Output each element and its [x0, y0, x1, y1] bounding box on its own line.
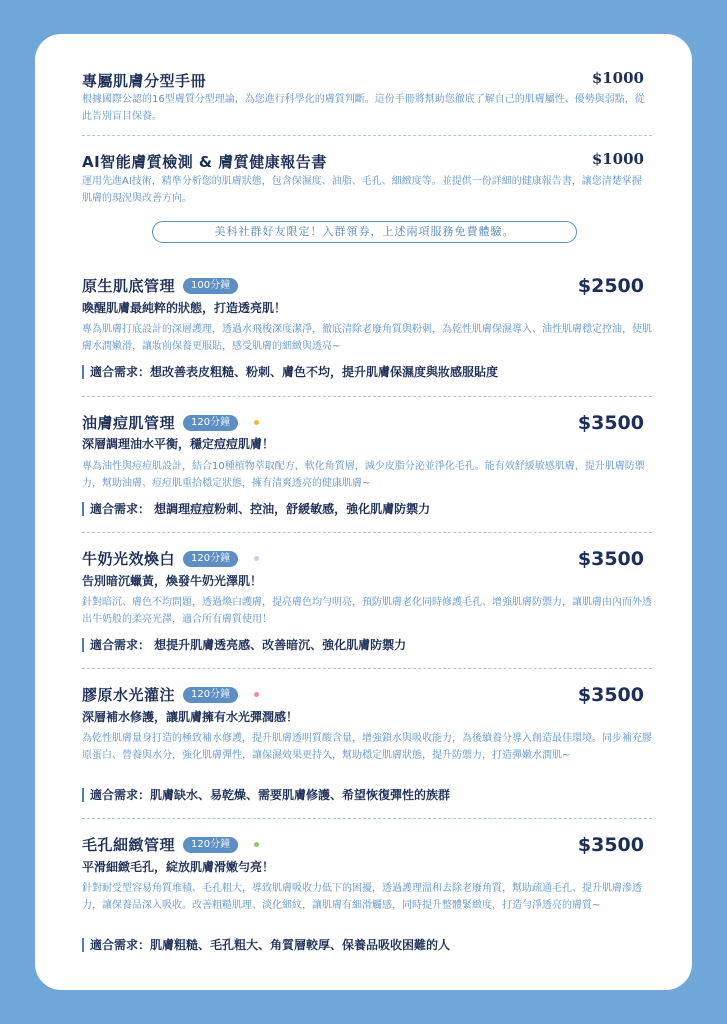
service-price: $3500 — [577, 548, 644, 570]
price-menu-card — [35, 34, 692, 990]
service-title — [82, 548, 259, 569]
service-price: $2500 — [577, 275, 644, 297]
service-title — [82, 412, 259, 433]
skin-type-handbook-desc: 根據國際公認的16型膚質分型理論，為您進行科學化的膚質判斷。這份手冊將幫助您徹底了解自己的肌膚屬性、優勢與弱點，從此告別盲目保養。 — [82, 94, 645, 122]
service-title — [82, 834, 259, 855]
duration-badge: 120分鐘 — [183, 837, 238, 853]
service-desc: 針對耐受型容易角質堆積、毛孔粗大，導致肌膚吸收力低下的困擾，透過護理溫和去除老廢角質，幫助疏通毛孔、提升肌膚滲透力，讓保養品深入吸收。改善粗糙肌理、淡化細紋，讓肌膚有細滑觸感，同時提升整體緊緻度，打造勻淨透亮的膚質~ — [82, 883, 642, 911]
divider — [82, 818, 652, 819]
skin-type-handbook-title: 專屬肌膚分型手冊 — [82, 72, 207, 90]
service-fit: 適合需求：想改善表皮粗糙、粉刺、膚色不均，提升肌膚保濕度與妝感服貼度 — [82, 365, 498, 379]
ai-skin-test-desc: 運用先進AI技術，精準分析您的肌膚狀態，包含保濕度、油脂、毛孔、細緻度等。並提供一份詳細的健康報告書，讓您清楚掌握肌膚的現況與改善方向。 — [82, 176, 642, 204]
service-title — [82, 275, 238, 296]
duration-badge: 120分鐘 — [183, 415, 238, 431]
color-dot-icon — [254, 420, 259, 425]
service-desc: 專為油性與痘痘肌設計，結合10種植物萃取配方，軟化角質層，減少皮脂分泌並淨化毛孔。能有效舒緩敏感肌膚，提升肌膚防禦力，幫助油膚、痘痘肌重拾穩定狀態，擁有清爽透亮的健康肌膚~ — [82, 461, 645, 489]
service-subtitle: 平滑細緻毛孔，綻放肌膚滑嫩勻亮！ — [82, 860, 275, 874]
divider — [82, 668, 652, 669]
promo-banner: 美科社群好友限定！入群領券，上述兩項服務免費體驗。 — [152, 221, 577, 243]
service-name: 膠原水光灌注 — [82, 686, 176, 704]
divider — [82, 532, 652, 533]
service-name: 毛孔細緻管理 — [82, 836, 176, 854]
service-fit: 適合需求：肌膚缺水、易乾燥、需要肌膚修護、希望恢復彈性的族群 — [82, 788, 450, 802]
service-name: 牛奶光效煥白 — [82, 550, 176, 568]
service-subtitle: 告別暗沉蠟黃，煥發牛奶光澤肌！ — [82, 574, 263, 588]
ai-skin-test-title: AI智能膚質檢測 & 膚質健康報告書 — [82, 153, 327, 171]
service-title — [82, 684, 259, 705]
service-name: 油膚痘肌管理 — [82, 414, 176, 432]
ai-skin-test-price: $1000 — [591, 150, 644, 168]
service-fit: 適合需求：肌膚粗糙、毛孔粗大、角質層較厚、保養品吸收困難的人 — [82, 938, 450, 952]
service-subtitle: 深層補水修護，讓肌膚擁有水光彈潤感！ — [82, 710, 299, 724]
service-desc: 專為肌膚打底設計的深層護理，透過水飛梭深度潔淨，徹底清除老廢角質與粉刺，為乾性肌膚保濕導入、油性肌膚穩定控油，使肌膚水潤嫩滑，讓妝前保養更服貼，感受肌膚的細緻與透亮~ — [82, 324, 652, 352]
skin-type-handbook-price: $1000 — [591, 69, 644, 87]
service-desc: 為乾性肌膚量身打造的極致補水修護，提升肌膚透明質酸含量，增強鎖水與吸收能力，為後續養分導入創造最佳環境。同步補充膠原蛋白、營養與水分，強化肌膚彈性，讓保濕效果更持久，幫助穩定肌膚狀態，提升防禦力，打造彈嫩水潤肌~ — [82, 733, 652, 761]
service-fit: 適合需求： 想提升肌膚透亮感、改善暗沉、強化肌膚防禦力 — [82, 638, 406, 652]
divider — [82, 396, 652, 397]
service-price: $3500 — [577, 412, 644, 434]
service-subtitle: 喚醒肌膚最純粹的狀態，打造透亮肌！ — [82, 301, 287, 315]
color-dot-icon — [254, 692, 259, 697]
service-price: $3500 — [577, 834, 644, 856]
divider — [82, 135, 652, 136]
color-dot-icon — [254, 842, 259, 847]
service-fit: 適合需求： 想調理痘痘粉刺、控油，舒緩敏感，強化肌膚防禦力 — [82, 502, 430, 516]
service-name: 原生肌底管理 — [82, 277, 176, 295]
color-dot-icon — [254, 556, 259, 561]
service-subtitle: 深層調理油水平衡，穩定痘痘肌膚！ — [82, 437, 275, 451]
service-price: $3500 — [577, 684, 644, 706]
duration-badge: 120分鐘 — [183, 551, 238, 567]
duration-badge: 100分鐘 — [183, 278, 238, 294]
duration-badge: 120分鐘 — [183, 687, 238, 703]
service-desc: 針對暗沉、膚色不均問題，透過煥白護膚，提亮膚色均勻明亮，預防肌膚老化同時修護毛孔、增強肌膚防禦力，讓肌膚由內而外透出牛奶般的柔亮光澤，適合所有膚質使用！ — [82, 597, 652, 625]
